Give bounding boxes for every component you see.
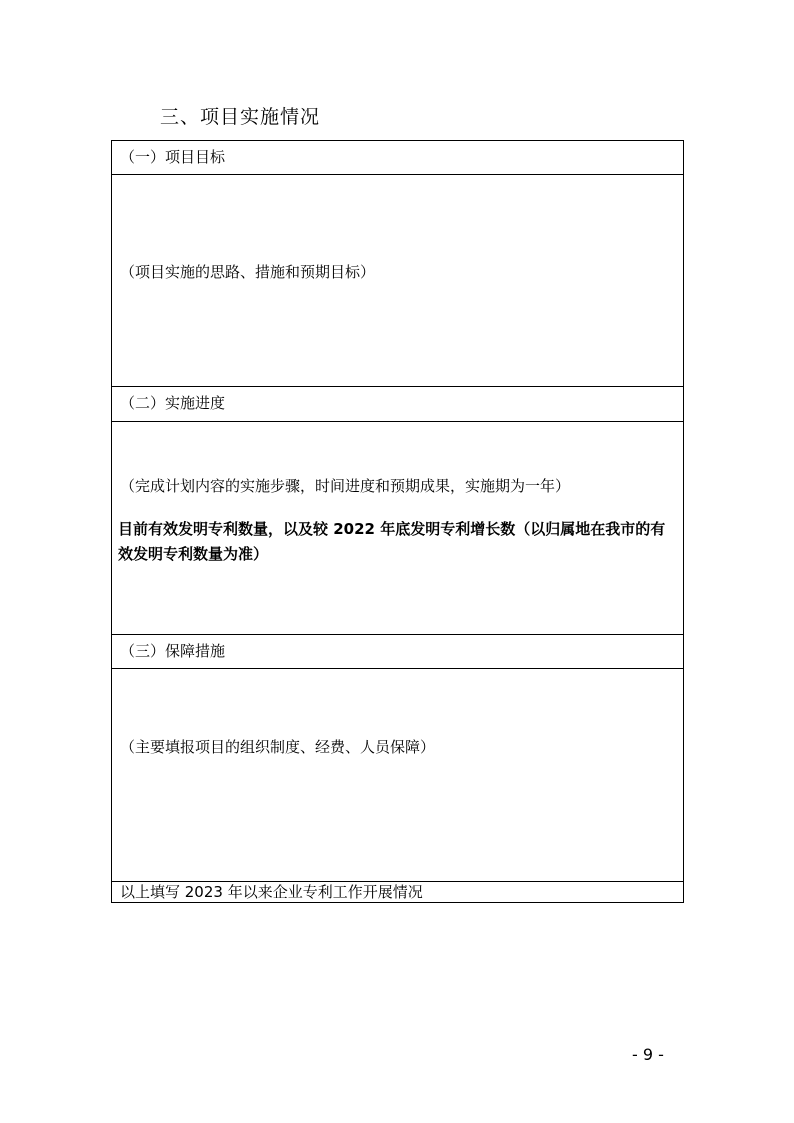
guarantee-hint-text: （主要填报项目的组织制度、经费、人员保障） [120, 738, 436, 756]
guarantee-header-row [112, 634, 683, 668]
footer-note: 以上填写 2023 年以来企业专利工作开展情况 [120, 883, 423, 901]
progress-header-row [112, 386, 683, 421]
guarantee-header-label: （三）保障措施 [120, 642, 226, 660]
section-title: 三、项目实施情况 [160, 106, 321, 128]
footer-row [112, 881, 683, 902]
progress-hint-text: （完成计划内容的实施步骤，时间进度和预期成果，实施期为一年） [120, 477, 571, 495]
page-number: - 9 - [632, 1045, 664, 1064]
progress-header-label: （二）实施进度 [120, 394, 226, 412]
progress-content-cell[interactable] [112, 421, 683, 634]
goal-header-label: （一）项目目标 [120, 148, 226, 166]
goal-content-cell[interactable] [112, 174, 683, 386]
guarantee-content-cell[interactable] [112, 668, 683, 881]
goal-header-row [112, 141, 683, 174]
goal-hint-text: （项目实施的思路、措施和预期目标） [120, 263, 376, 281]
patent-count-note: 目前有效发明专利数量，以及较 2022 年底发明专利增长数（以归属地在我市的有效发明专利数量为准） [118, 520, 666, 563]
project-implementation-table [111, 140, 684, 903]
